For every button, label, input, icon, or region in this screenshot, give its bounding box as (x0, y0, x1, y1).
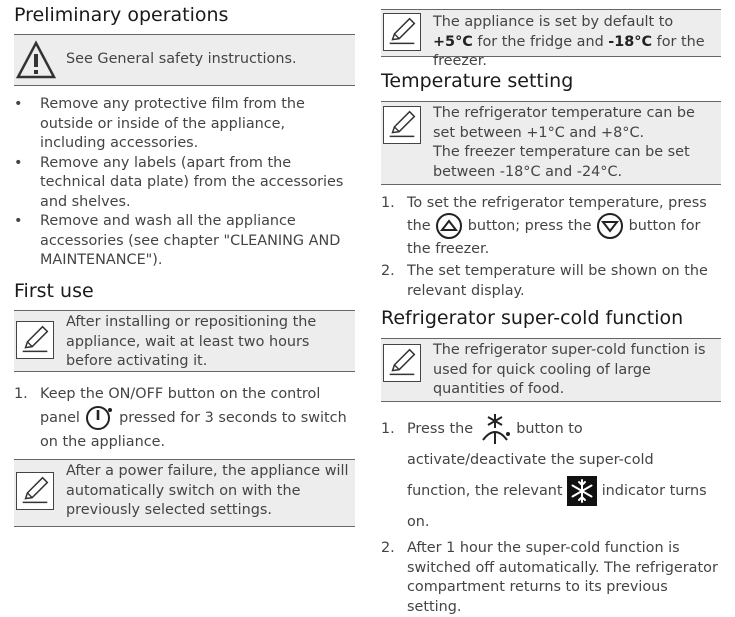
default-settings-note (381, 9, 721, 69)
section-title-temperature: Temperature setting (381, 70, 574, 92)
pencil-note-icon (383, 13, 421, 51)
list-item: • Remove any protective film from the outside or inside of the appliance, including accessories. (14, 96, 305, 151)
note-box-power-failure (14, 459, 355, 527)
list-item: 2. The set temperature will be shown on the relevant display. (381, 263, 708, 299)
first-use-steps (14, 382, 355, 454)
temperature-note-box (381, 101, 721, 185)
warning-icon (16, 40, 56, 80)
pencil-note-icon (383, 344, 421, 382)
power-button-icon (85, 403, 115, 433)
list-item: 1. Keep the ON/OFF button on the control panel pressed for 3 seconds to switch on the appliance. (14, 386, 347, 450)
list-item: 1. To set the refrigerator temperature, press the button; press the button for the freezer. (381, 195, 707, 257)
supercold-note-text: The refrigerator super-cold function is used for quick cooling of large quantities of food. (433, 342, 706, 397)
pencil-note-icon (16, 321, 54, 359)
note-box-install (14, 310, 355, 372)
fridge-temp-button-icon (435, 212, 463, 240)
section-title-preliminary: Preliminary operations (14, 4, 229, 26)
fridge-default-temp: +5°C (433, 33, 473, 50)
safety-note-text: See General safety instructions. (66, 51, 297, 67)
section-title-supercold: Refrigerator super-cold function (381, 307, 684, 329)
pencil-note-icon (16, 472, 54, 510)
list-item: 2. After 1 hour the super-cold function is switched off automatically. The refrigerator compartment returns to its previous setting. (381, 540, 718, 615)
section-title-first-use: First use (14, 280, 94, 302)
note-install-text: After installing or repositioning the appliance, wait at least two hours before activating it. (66, 314, 317, 369)
note-power-failure-text: After a power failure, the appliance will automatically switch on with the previously selected settings. (66, 463, 349, 518)
freezer-default-temp: -18°C (608, 33, 653, 50)
list-item: • Remove any labels (apart from the technical data plate) from the accessories and shelves. (14, 154, 344, 210)
temperature-note-text: The refrigerator temperature can be set between +1°C and +8°C. The freezer temperature can be set between -18°C and -24°C. (433, 105, 695, 180)
freezer-temp-button-icon (596, 212, 624, 240)
list-item: • Remove and wash all the appliance accessories (see chapter "CLEANING AND MAINTENANCE"). (14, 213, 341, 268)
supercold-note-box (381, 338, 721, 402)
list-item: 1. Press the button to activate/deactivate the super-cold function, the relevant indicator turns on. (381, 414, 721, 538)
preliminary-list (14, 95, 355, 271)
default-settings-text: The appliance is set by default to +5°C for the fridge and -18°C for the freezer. (433, 14, 705, 69)
supercold-steps (381, 414, 721, 617)
pencil-note-icon (383, 106, 421, 144)
temperature-steps (381, 192, 721, 301)
snowflake-indicator-icon (567, 476, 597, 506)
safety-note-box (14, 34, 355, 86)
supercold-button-icon (478, 412, 512, 446)
